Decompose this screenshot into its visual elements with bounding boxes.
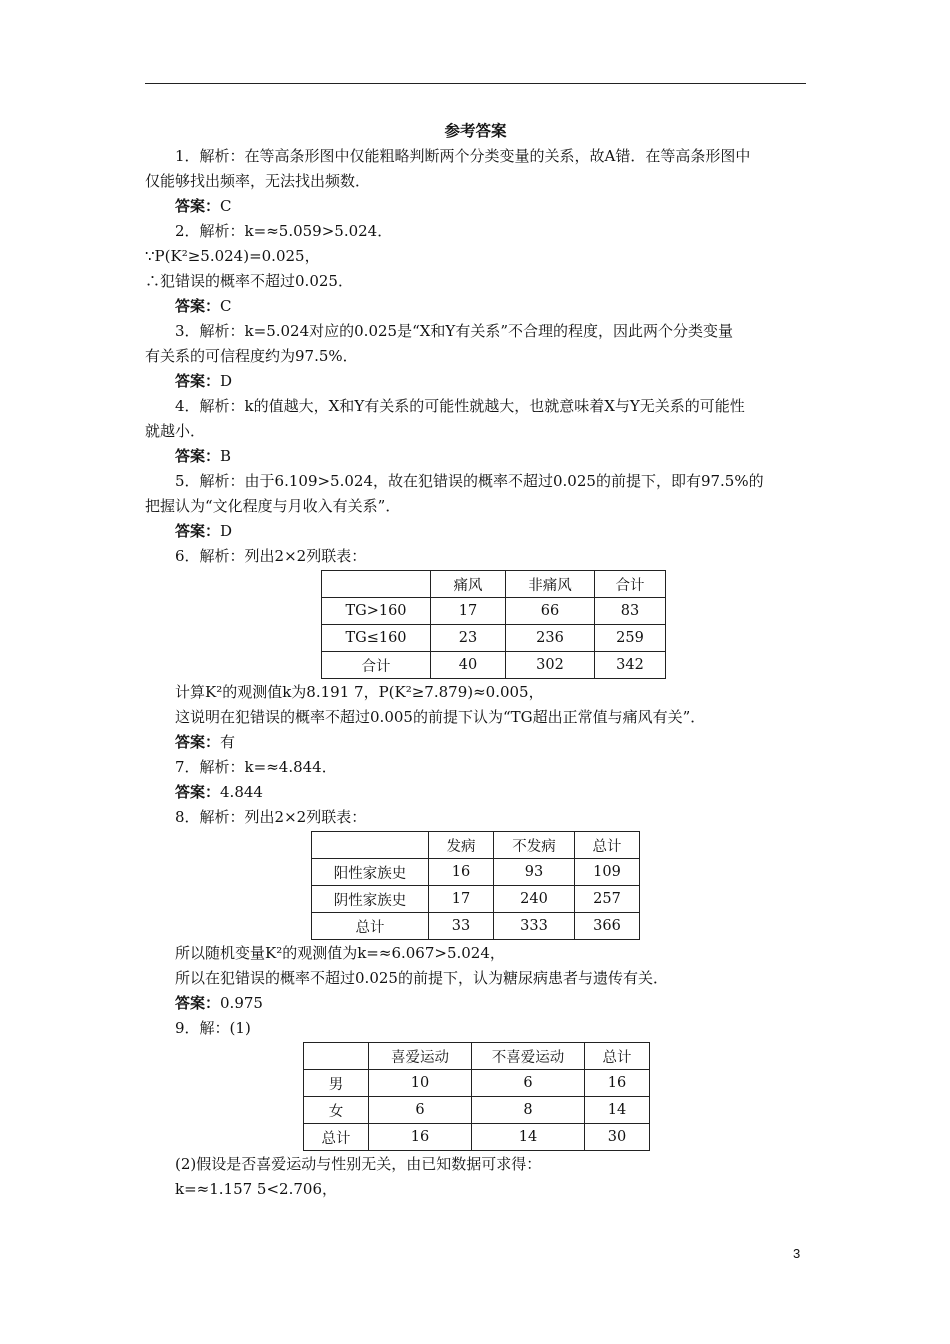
- table-cell: TG>160: [322, 598, 431, 625]
- q6-answer-value: 有: [220, 733, 236, 751]
- q8-line3: 所以在犯错误的概率不超过0.025的前提下，认为糖尿病患者与遗传有关．: [175, 969, 668, 987]
- table-cell: 66: [506, 598, 595, 625]
- table-row: [322, 625, 666, 652]
- q9-line2: (2)假设是否喜爱运动与性别无关，由已知数据可求得：: [175, 1155, 542, 1173]
- table-row: [322, 598, 666, 625]
- table-row: [312, 886, 640, 913]
- answer-label: 答案：: [175, 372, 221, 390]
- table-header-cell: 喜爱运动: [369, 1043, 472, 1070]
- answer-label: 答案：: [175, 297, 221, 315]
- q6-answer: [145, 730, 806, 755]
- table-cell: 16: [585, 1070, 650, 1097]
- table-cell: 阴性家族史: [312, 886, 429, 913]
- q1-line2: 仅能够找出频率，无法找出频数．: [145, 172, 371, 190]
- q9-line3: k=≈1.157 5<2.706，: [175, 1180, 337, 1198]
- q8-answer-value: 0.975: [220, 994, 263, 1012]
- table-cell: 女: [304, 1097, 369, 1124]
- table-header-cell: 不发病: [494, 832, 575, 859]
- q5-line1: 5．解析：由于6.109>5.024，故在犯错误的概率不超过0.025的前提下，即有97.5%的: [175, 472, 764, 490]
- table-header-cell: [304, 1043, 369, 1070]
- table-cell: 236: [506, 625, 595, 652]
- table-cell: 109: [575, 859, 640, 886]
- q8-line2: 所以随机变量K²的观测值为k=≈6.067>5.024，: [175, 944, 505, 962]
- q9-line1: 9．解：(1): [175, 1019, 251, 1037]
- q2-answer-value: C: [220, 297, 232, 315]
- table-header-cell: 非痛风: [506, 571, 595, 598]
- q4-answer: [145, 444, 806, 469]
- table-cell: 302: [506, 652, 595, 679]
- table-cell: TG≤160: [322, 625, 431, 652]
- contingency-table-gout: [321, 570, 666, 679]
- table-cell: 总计: [312, 913, 429, 940]
- answer-label: 答案：: [175, 783, 221, 801]
- q4-answer-value: B: [220, 447, 232, 465]
- q3-answer: [145, 369, 806, 394]
- answer-label: 答案：: [175, 994, 221, 1012]
- table-cell: 6: [472, 1070, 585, 1097]
- table-cell: 总计: [304, 1124, 369, 1151]
- table-header-cell: 不喜爱运动: [472, 1043, 585, 1070]
- q1-answer-value: C: [220, 197, 232, 215]
- q7-answer-value: 4.844: [220, 783, 263, 801]
- table-cell: 阳性家族史: [312, 859, 429, 886]
- q8-line1: 8．解析：列出2×2列联表：: [175, 808, 367, 826]
- table-cell: 83: [595, 598, 666, 625]
- q5-line2: 把握认为“文化程度与月收入有关系”．: [145, 497, 401, 515]
- answer-label: 答案：: [175, 733, 221, 751]
- table-cell: 30: [585, 1124, 650, 1151]
- q5-answer: [145, 519, 806, 544]
- answer-label: 答案：: [175, 447, 221, 465]
- table-row: [304, 1070, 650, 1097]
- answer-label: 答案：: [175, 522, 221, 540]
- q2-line3: ∴犯错误的概率不超过0.025．: [145, 272, 353, 290]
- table-row: [312, 913, 640, 940]
- page-number: 3: [793, 1246, 801, 1261]
- q7-answer: [145, 780, 806, 805]
- q3-line2: 有关系的可信程度约为97.5%．: [145, 347, 358, 365]
- q6-line2: 计算K²的观测值k为8.191 7，P(K²≥7.879)≈0.005，: [175, 683, 544, 701]
- table-cell: 男: [304, 1070, 369, 1097]
- q1-line1: 1．解析：在等高条形图中仅能粗略判断两个分类变量的关系，故A错．在等高条形图中: [175, 147, 751, 165]
- q3-line1: 3．解析：k=5.024对应的0.025是“X和Y有关系”不合理的程度，因此两个分类变量: [175, 322, 734, 340]
- table-cell: 17: [431, 598, 506, 625]
- table-cell: 17: [429, 886, 494, 913]
- q1-answer: [145, 194, 806, 219]
- table-cell: 342: [595, 652, 666, 679]
- page-title: 参考答案: [444, 121, 507, 140]
- table-cell: 14: [585, 1097, 650, 1124]
- q7-line1: 7．解析：k=≈4.844．: [175, 758, 337, 776]
- answer-label: 答案：: [175, 197, 221, 215]
- header-rule: [145, 83, 806, 84]
- table-cell: 14: [472, 1124, 585, 1151]
- q2-line2: ∵P(K²≥5.024)=0.025，: [145, 247, 320, 265]
- table-cell: 240: [494, 886, 575, 913]
- contingency-table-diabetes: [311, 831, 640, 940]
- table-header-row: [304, 1043, 650, 1070]
- table-cell: 366: [575, 913, 640, 940]
- table-cell: 6: [369, 1097, 472, 1124]
- table-cell: 23: [431, 625, 506, 652]
- table-header-cell: 痛风: [431, 571, 506, 598]
- q3-answer-value: D: [220, 372, 233, 390]
- table-cell: 259: [595, 625, 666, 652]
- table-cell: 40: [431, 652, 506, 679]
- q4-line2: 就越小．: [145, 422, 206, 440]
- q2-answer: [145, 294, 806, 319]
- q6-line1: 6．解析：列出2×2列联表：: [175, 547, 367, 565]
- table-header-cell: 总计: [575, 832, 640, 859]
- table-cell: 16: [429, 859, 494, 886]
- table-cell: 10: [369, 1070, 472, 1097]
- table-header-cell: [312, 832, 429, 859]
- table-cell: 33: [429, 913, 494, 940]
- table-cell: 合计: [322, 652, 431, 679]
- answer-sheet: [145, 120, 806, 1202]
- table-row: [312, 859, 640, 886]
- table-header-row: [312, 832, 640, 859]
- table-header-cell: 发病: [429, 832, 494, 859]
- table-cell: 333: [494, 913, 575, 940]
- table-row: [304, 1097, 650, 1124]
- q6-line3: 这说明在犯错误的概率不超过0.005的前提下认为“TG超出正常值与痛风有关”．: [175, 708, 706, 726]
- q8-answer: [145, 991, 806, 1016]
- q2-line1: 2．解析：k=≈5.059>5.024．: [175, 222, 393, 240]
- table-row: [322, 652, 666, 679]
- q5-answer-value: D: [220, 522, 233, 540]
- table-header-cell: 总计: [585, 1043, 650, 1070]
- table-cell: 93: [494, 859, 575, 886]
- table-header-row: [322, 571, 666, 598]
- table-header-cell: 合计: [595, 571, 666, 598]
- table-header-cell: [322, 571, 431, 598]
- q4-line1: 4．解析：k的值越大，X和Y有关系的可能性就越大，也就意味着X与Y无关系的可能性: [175, 397, 745, 415]
- table-row: [304, 1124, 650, 1151]
- table-cell: 257: [575, 886, 640, 913]
- table-cell: 16: [369, 1124, 472, 1151]
- contingency-table-exercise: [303, 1042, 650, 1151]
- table-cell: 8: [472, 1097, 585, 1124]
